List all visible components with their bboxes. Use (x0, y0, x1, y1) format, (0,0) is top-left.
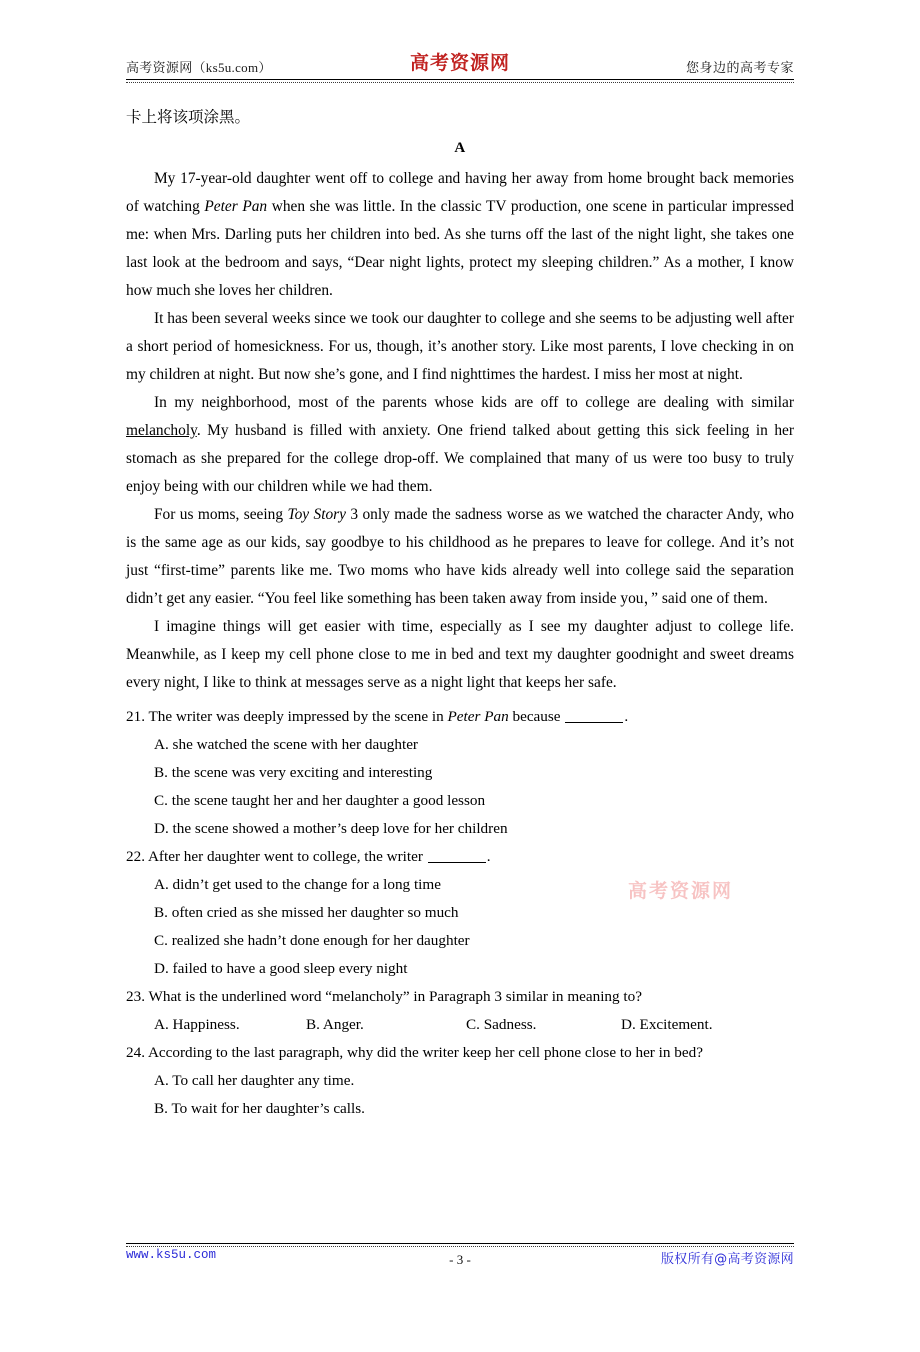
question-stem (126, 1039, 794, 1067)
questions-list (126, 703, 794, 1123)
question-option[interactable]: B. often cried as she missed her daughter so much (154, 903, 459, 921)
passage-paragraph (126, 389, 794, 501)
paragraph-text: when she was little. In the classic TV production, one scene in particular impressed me: when Mrs. Darling puts her children into bed. As she turns off the last of the night light, she takes one last look at the bedroom and says, “Dear night lights, protect my sleeping children.” As a mother, I know how much she loves her children. (126, 197, 795, 299)
header-site-label: 高考资源网（ks5u.com） (126, 60, 272, 75)
passage-paragraph (126, 165, 794, 305)
underlined-vocab-word: melancholy (126, 421, 197, 439)
question-stem (126, 843, 794, 871)
paragraph-text: It has been several weeks since we took our daughter to college and she seems to be adjusting well after a short period of homesickness. For us, though, it’s another story. Like most parents, I love checking in on my children at night. But now she’s gone, and I find nighttimes the hardest. I miss her most at night. (126, 309, 794, 383)
question-option[interactable]: A. To call her daughter any time. (154, 1071, 355, 1089)
footer-row (126, 1248, 794, 1270)
question-options (126, 871, 794, 983)
question-number: 22. (126, 847, 148, 865)
header-row (126, 50, 794, 76)
footer-page-number: - 3 - (449, 1252, 471, 1267)
question-stem-text: What is the underlined word “melancholy” in Paragraph 3 similar in meaning to? (148, 987, 642, 1005)
paragraph-text: My 17-year-old daughter went off to college and having her away from home brought back memories of watching (126, 169, 794, 215)
footer-website-link[interactable]: www.ks5u.com (126, 1248, 217, 1262)
passage-paragraph (126, 305, 794, 389)
question-option[interactable]: A. she watched the scene with her daughter (154, 735, 418, 753)
question-option[interactable]: D. Excitement. (621, 1015, 713, 1033)
question-block (126, 983, 794, 1039)
question-number: 21. (126, 707, 149, 725)
answer-blank[interactable] (428, 862, 486, 863)
question-stem (126, 703, 794, 731)
question-number: 23. (126, 987, 149, 1005)
question-stem-end: . (486, 847, 491, 865)
page-header (126, 50, 794, 92)
question-option[interactable]: D. failed to have a good sleep every night (154, 959, 408, 977)
question-option[interactable]: B. Anger. (306, 1015, 364, 1033)
question-block (126, 703, 794, 843)
header-logo-text: 高考资源网 (409, 52, 510, 74)
page-watermark: 高考资源网 (628, 880, 734, 902)
document-page (0, 50, 920, 1352)
question-block (126, 843, 794, 983)
question-option[interactable]: C. Sadness. (466, 1015, 537, 1033)
passage-paragraph (126, 501, 794, 613)
question-stem-italic-title: Peter Pan (447, 707, 509, 725)
passage-paragraph (126, 613, 794, 697)
paragraph-text: I imagine things will get easier with time, especially as I see my daughter adjust to college life. Meanwhile, as I keep my cell phone close to me in bed and text my daughter goodnight and sweet dreams every night, I like to think at messages serve as a night light that keeps her safe. (126, 617, 794, 691)
question-option[interactable]: B. the scene was very exciting and interesting (154, 763, 433, 781)
question-option[interactable]: C. realized she hadn’t done enough for her daughter (154, 931, 470, 949)
paragraph-text: 3 only made the sadness worse as we watched the character Andy, who is the same age as our kids, say goodbye to his childhood as he prepares to leave for college. And it’s not just “first-time” parents like me. Two moms who have kids already well into college said the separation didn’t get any easier. “You feel like something has been taken away from inside you，” said one of them. (126, 505, 794, 607)
page-footer (126, 1243, 794, 1270)
header-divider (126, 79, 794, 80)
italic-title-text: Peter Pan (204, 197, 268, 215)
question-block (126, 1039, 794, 1123)
question-stem-text: According to the last paragraph, why did the writer keep her cell phone close to her in bed? (147, 1043, 703, 1061)
italic-title-text: Toy Story (287, 505, 346, 523)
section-letter-heading: A (454, 139, 466, 156)
answer-blank[interactable] (565, 722, 623, 723)
question-option[interactable]: B. To wait for her daughter’s calls. (154, 1099, 365, 1117)
question-stem-end: . (624, 707, 629, 725)
paragraph-text: For us moms, seeing (154, 505, 288, 523)
lead-instruction-line: 卡上将该项涂黑。 (126, 109, 251, 126)
question-stem (126, 983, 794, 1011)
question-stem-text: The writer was deeply impressed by the scene in (148, 707, 448, 725)
question-option[interactable]: A. Happiness. (154, 1015, 240, 1033)
question-options (126, 1011, 794, 1039)
question-option[interactable]: C. the scene taught her and her daughter a good lesson (154, 791, 486, 809)
header-slogan: 您身边的高考专家 (685, 60, 794, 75)
footer-copyright: 版权所有@高考资源网 (660, 1252, 794, 1267)
question-stem-text-after: because (508, 707, 565, 725)
footer-divider (126, 1243, 794, 1244)
question-stem-text: After her daughter went to college, the writer (147, 847, 427, 865)
question-number: 24. (126, 1043, 148, 1061)
question-option[interactable]: D. the scene showed a mother’s deep love for her children (154, 819, 508, 837)
paragraph-text: In my neighborhood, most of the parents whose kids are off to college are dealing with similar (154, 393, 794, 411)
document-content (126, 106, 794, 1123)
question-option[interactable]: A. didn’t get used to the change for a long time (154, 875, 441, 893)
question-options (126, 731, 794, 843)
paragraph-text: . My husband is filled with anxiety. One friend talked about getting this sick feeling in her stomach as she prepared for the college drop-off. We complained that many of us were too busy to truly enjoy being with our children while we had them. (126, 421, 794, 495)
question-options (126, 1067, 794, 1123)
reading-passage (126, 165, 794, 697)
